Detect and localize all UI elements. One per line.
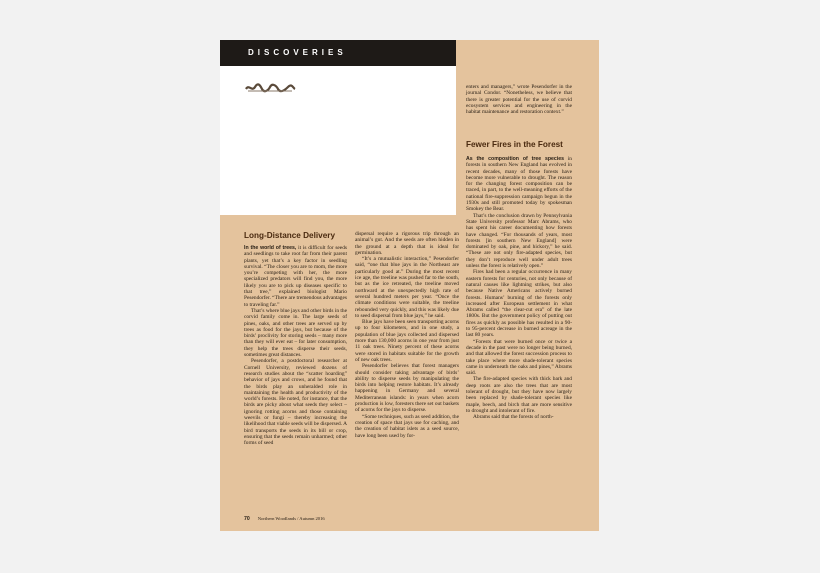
cutout-white-area bbox=[220, 40, 456, 215]
lead-in: In the world of trees, bbox=[244, 245, 297, 251]
column-top-right bbox=[466, 84, 572, 115]
side-caption bbox=[452, 120, 458, 200]
paragraph-1 bbox=[466, 156, 572, 213]
paragraph: enters and managers,” wrote Pesendorfer in the journal Condor. “Nonetheless, we believe that there is greater potential for the use of corvid ecosystem services and engineering in the habitat maintenance and restoration context.” bbox=[466, 84, 572, 116]
lead-in: As the composition of tree species bbox=[466, 156, 565, 162]
paragraph-3: Pesendorfer, a postdoctoral researcher at Cornell University, reviewed dozens of research studies about the “scatter hoarding” behavior of jays and crows, and he found that the birds play an unheralded role in maintaining the health and productivity of the world’s forests. He noted, for instance, that the birds are picky about what seeds they select – ignoring rotting acorns and those containing weevils or fungi – thereby increasing the likelihood that viable seeds will be dispersed. A bird transports the seeds in its bill or crop, ensuring that the seeds remain unharmed; other forms of seed bbox=[244, 358, 348, 447]
paragraph-1: “It’s a mutualistic interaction,” Pesendorfer said, “one that blue jays in the Northeast are particularly good at.” During the most recent ice age, the treeline was pushed far to the south, but as the ice retreated, the treeline moved northward at the unexpectedly high rate of several hundred meters per year. “Once the climate conditions were suitable, the treeline rebounded very quickly, and this was likely due to seed dispersal from blue jays,” he said. bbox=[355, 256, 459, 319]
paragraph-4: “Some techniques, such as seed addition, the creation of space that jays use for caching, and the creation of habitat islets as a seed source, have long been used by for- bbox=[355, 413, 459, 439]
page-number: 70 bbox=[244, 516, 250, 522]
paragraph-1 bbox=[244, 245, 347, 308]
heading-fewer-fires: Fewer Fires in the Forest bbox=[466, 140, 563, 149]
paragraph-6: Abrams said that the forests of north- bbox=[473, 414, 554, 421]
paragraph-2: Blue jays have been seen transporting acorns up to four kilometers, and in one study, a population of blue jays collected and dispersed more than 130,000 acorns in one year from just 11 oak trees. Ninety percent of these acorns were stored in habitats suitable for the growth of new oak trees. bbox=[355, 319, 459, 363]
heading-long-distance: Long-Distance Delivery bbox=[244, 231, 335, 240]
banner-label: DISCOVERIES bbox=[248, 48, 347, 57]
paragraph-3: Pesendorfer believes that forest managers should consider taking advantage of birds’ ability to disperse seeds by manipulating the birds into helping restore habitats. It’s already happening in Germany and several Mediterranean islands: in years when acorn production is low, foresters there set out baskets of acorns for the jays to disperse. bbox=[355, 363, 459, 414]
paragraph-0: dispersal require a rigorous trip through an animal’s gut. And the seeds are often hidden in the ground at a depth that is ideal for germination. bbox=[355, 231, 459, 256]
paragraph-2: That’s where blue jays and other birds in the corvid family come in. The large seeds of pines, oaks, and other trees are served up by trees as food for the jays, but because of the birds’ proclivity for storing seeds – many more than they will ever eat – for later consumption, they help the trees disperse their seeds, sometimes great distances. bbox=[244, 307, 347, 359]
paragraph-1-text: it is difficult for seeds and seedlings to take root far from their parent plants, yet that’s a key factor in seedling survival. “The closer you are to mom, the more you’re competing with her, the more specialized predators will find you, the more likely you are to pick up diseases specific to that tree,” explained biologist Mario Pesendorfer. “There are tremendous advantages to traveling far.” bbox=[244, 245, 347, 308]
section-banner bbox=[220, 40, 456, 66]
paragraph-1-text: in forests in southern New England has evolved in recent decades, many of those forests have become more vulnerable to drought. The reason for the changing forest composition can be traced, in part, to the well-meaning efforts of the national fire-suppression campaign begun in the 1930s and still promoted today by spokesman Smokey the Bear. bbox=[466, 156, 572, 213]
column-1 bbox=[244, 245, 347, 447]
paragraph-2: That’s the conclusion drawn by Pennsylvania State University professor Marc Abrams, who has spent his career documenting how forests have changed. “For thousands of years, most forests [in southern New England] were dominated by oak, pine, and hickory,” he said. “These are not only fire-adapted species, but they don’t reproduce well under adult trees unless the forest is relatively open.” bbox=[466, 212, 572, 270]
paragraph-4: “Forests that were burned once or twice a decade in the past were no longer being burned, and that allowed the forest succession process to take place where more shade-tolerant species came in underneath the oaks and pines,” Abrams said. bbox=[466, 338, 572, 377]
signature-scribble bbox=[244, 82, 296, 94]
paragraph-3: Fires had been a regular occurrence in many eastern forests for centuries, not only because of natural causes like lightning strikes, but also because Native Americans actively burned forests. Humans’ burning of the forests only increased after European settlement in what Abrams called “the clear-cut era” of the late 1800s. But the government policy of putting out fires as quickly as possible has resulted in a 90- to 95-percent decrease in burned acreage in the last 80 years. bbox=[466, 269, 572, 339]
column-3 bbox=[466, 156, 572, 420]
paragraph-5: The fire-adapted species with thick bark and deep roots are also the trees that are most tolerant of drought, but they have now largely been replaced by shade-tolerant species like maple, beech, and birch that are more sensitive to drought and intolerant of fire. bbox=[466, 376, 572, 414]
page-footer bbox=[244, 516, 325, 522]
column-2 bbox=[355, 231, 459, 439]
publication-name: Northern Woodlands / Autumn 2016 bbox=[257, 516, 325, 521]
